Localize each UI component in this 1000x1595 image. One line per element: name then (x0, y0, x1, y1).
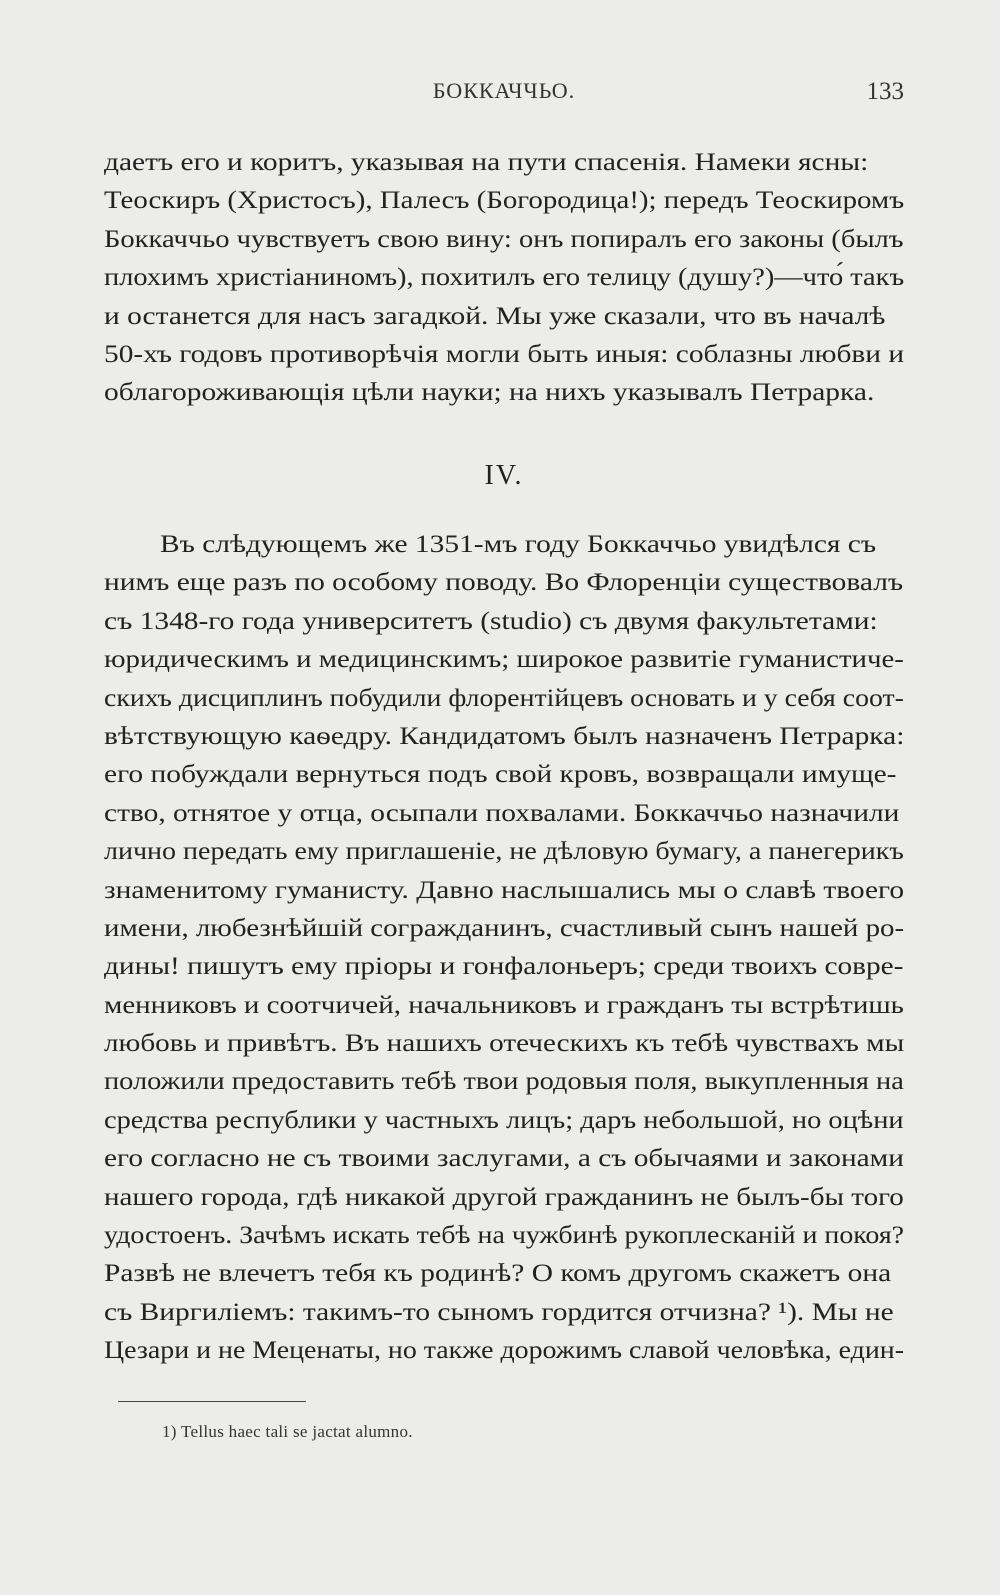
text-line: Цезари и не Меценаты, но также дорожимъ славой человѣка, един- (104, 1335, 904, 1365)
text-line: Развѣ не влечетъ тебя къ родинѣ? О комъ другомъ скажетъ она (104, 1258, 892, 1288)
text-line: нашего города, гдѣ никакой другой гражданинъ не былъ-бы того (104, 1181, 904, 1211)
text-line: даетъ его и коритъ, указывая на пути спасенія. Намеки ясны: (104, 147, 869, 176)
text-line: 50-хъ годовъ противорѣчія могли быть иныя: соблазны любви и (104, 338, 905, 368)
text-line: знаменитому гуманисту. Давно наслышались мы о славѣ твоего (104, 874, 905, 904)
text-line: плохимъ христіаниномъ), похитилъ его телицу (душу?)—что́ такъ (104, 262, 905, 292)
text-line: съ 1348-го года университетъ (studio) съ двумя факультетами: (104, 605, 878, 635)
paragraph-continued (104, 143, 904, 412)
page-number: 133 (866, 78, 904, 105)
text-line: вѣтствующую каѳедру. Кандидатомъ былъ назначенъ Петрарка: (104, 720, 905, 750)
text-line: скихъ дисциплинъ побудили флорентійцевъ основать и у себя соот- (104, 682, 904, 712)
text-line: Теоскиръ (Христосъ), Палесъ (Богородица!); передъ Теоскиромъ (104, 185, 905, 215)
text-line: его побуждали вернуться подъ свой кровъ, возвращали имуще- (104, 759, 897, 789)
footnote-divider (118, 1401, 306, 1402)
text-line: облагороживающія цѣли науки; на нихъ указывалъ Петрарка. (104, 377, 875, 407)
text-line: ство, отнятое у отца, осыпали похвалами. Боккаччьо назначили (104, 797, 900, 827)
text-line: Въ слѣдующемъ же 1351-мъ году Боккаччьо увидѣлся съ (160, 529, 877, 558)
text-line: удостоенъ. Зачѣмъ искать тебѣ на чужбинѣ рукоплесканій и покоя? (104, 1220, 905, 1250)
running-head-title: БОККАЧЧЬО. (432, 78, 576, 103)
section-heading: IV. (484, 460, 524, 491)
text-line: Боккаччьо чувствуетъ свою вину: онъ попиралъ его законы (былъ (104, 223, 904, 253)
text-line: съ Виргиліемъ: такимъ-то сыномъ гордится отчизна? ¹). Мы не (104, 1296, 894, 1326)
text-line: положили предоставить тебѣ твои родовыя поля, выкупленныя на (104, 1066, 904, 1096)
text-line: юридическимъ и медицинскимъ; широкое развитіе гуманистиче- (104, 644, 904, 674)
text-line: дины! пишутъ ему пріоры и гонфалоньеръ; среди твоихъ совре- (104, 951, 904, 981)
text-line: лично передать ему приглашеніе, не дѣловую бумагу, а панегерикъ (104, 836, 904, 866)
running-head (104, 78, 904, 114)
text-line: средства республики у частныхъ лицъ; даръ небольшой, но оцѣни (104, 1104, 904, 1134)
paragraph (104, 525, 904, 1370)
text-line: и останется для насъ загадкой. Мы уже сказали, что въ началѣ (104, 300, 886, 330)
footnote: 1) Tellus haec tali se jactat alumno. (162, 1422, 413, 1441)
text-line: имени, любезнѣйшій согражданинъ, счастливый сынъ нашей ро- (104, 912, 905, 942)
text-line: нимъ еще разъ по особому поводу. Во Флоренціи существовалъ (104, 567, 904, 597)
text-line: менниковъ и соотчичей, начальниковъ и гражданъ ты встрѣтишь (104, 989, 904, 1019)
text-line: его согласно не съ твоими заслугами, а съ обычаями и законами (104, 1143, 904, 1173)
text-line: любовь и привѣтъ. Въ нашихъ отеческихъ къ тебѣ чувствахъ мы (104, 1028, 905, 1058)
